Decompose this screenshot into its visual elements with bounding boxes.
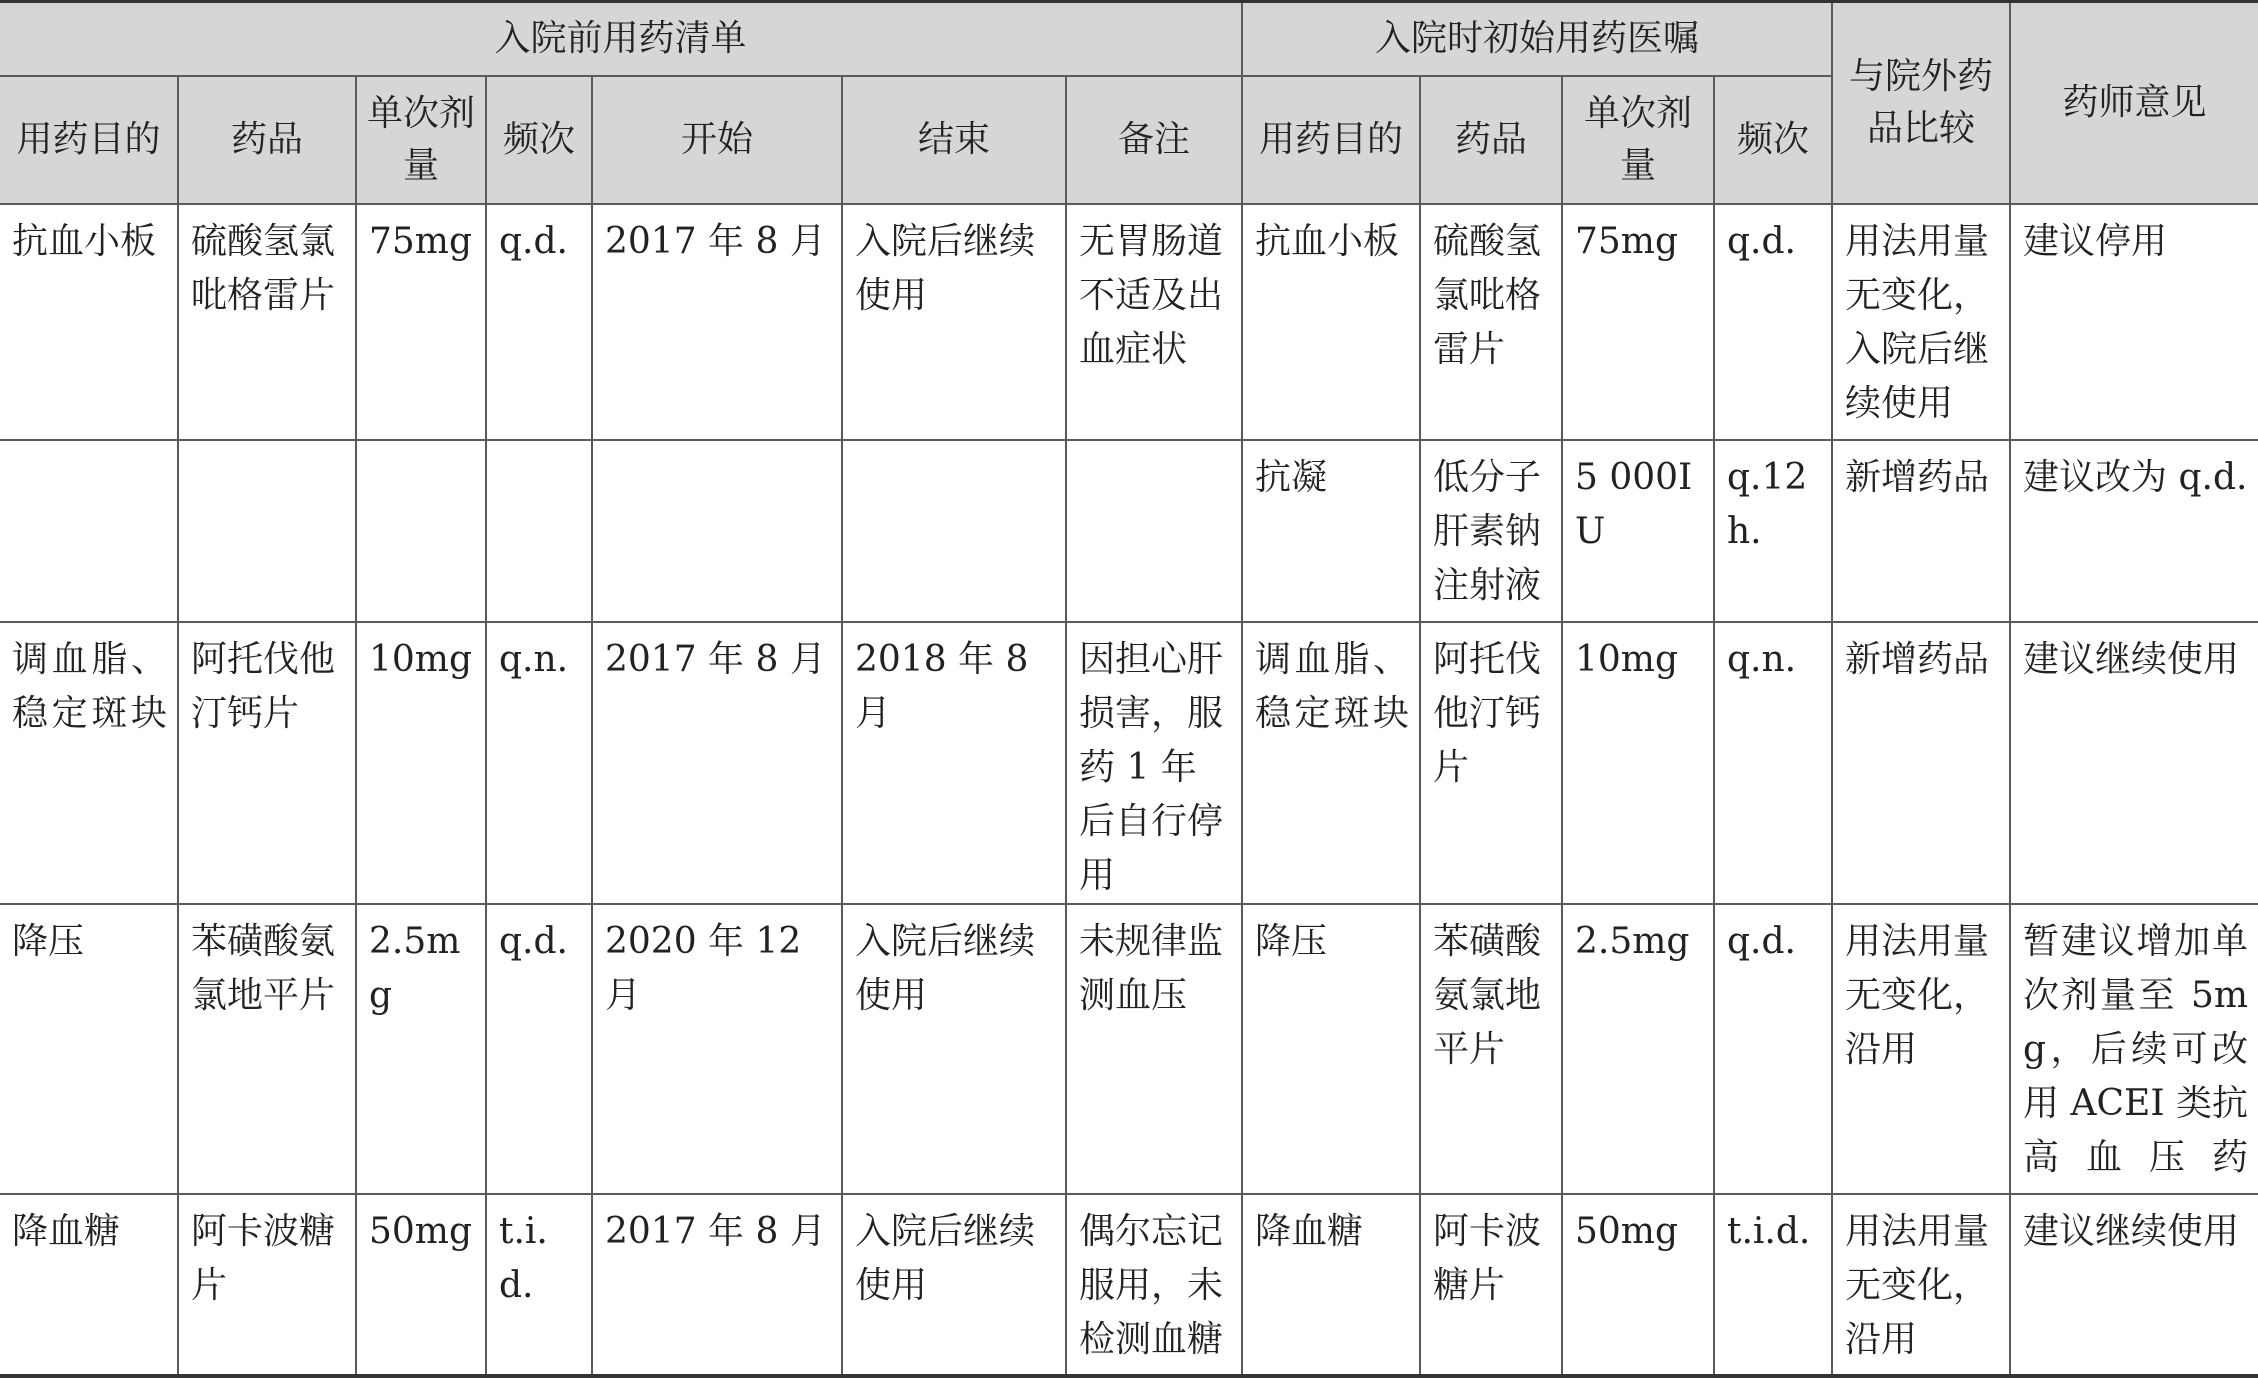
- cell-compare: 用法用量无变化，入院后继续使用: [1832, 204, 2010, 440]
- table-row: [0, 904, 2258, 1194]
- cell-adm-drug: 硫酸氢氯吡格雷片: [1420, 204, 1562, 440]
- cell-compare: 用法用量无变化，沿用: [1832, 1194, 2010, 1376]
- header-opinion: 药师意见: [2010, 2, 2258, 204]
- cell-pre-freq: t.i.d.: [486, 1194, 592, 1376]
- cell-pre-dose: 10mg: [356, 622, 486, 904]
- cell-pre-end: [842, 440, 1066, 622]
- cell-adm-dose: 2.5mg: [1562, 904, 1714, 1194]
- cell-adm-freq: q.d.: [1714, 904, 1832, 1194]
- cell-pre-end: 入院后继续使用: [842, 904, 1066, 1194]
- cell-adm-purpose: 降血糖: [1242, 1194, 1420, 1376]
- cell-adm-purpose: 抗血小板: [1242, 204, 1420, 440]
- col-adm-dose: 单次剂量: [1562, 76, 1714, 204]
- cell-adm-purpose: 抗凝: [1242, 440, 1420, 622]
- cell-opinion: 建议改为 q.d.: [2010, 440, 2258, 622]
- col-pre-purpose: 用药目的: [0, 76, 178, 204]
- table-header: [0, 2, 2258, 204]
- cell-compare: 新增药品: [1832, 622, 2010, 904]
- cell-pre-dose: 75mg: [356, 204, 486, 440]
- cell-opinion: 建议停用: [2010, 204, 2258, 440]
- cell-pre-drug: [178, 440, 356, 622]
- cell-pre-drug: 硫酸氢氯吡格雷片: [178, 204, 356, 440]
- col-adm-drug: 药品: [1420, 76, 1562, 204]
- header-admission-orders: 入院时初始用药医嘱: [1242, 2, 1832, 76]
- cell-pre-freq: q.d.: [486, 904, 592, 1194]
- col-pre-dose: 单次剂量: [356, 76, 486, 204]
- table-row: [0, 622, 2258, 904]
- col-pre-drug: 药品: [178, 76, 356, 204]
- cell-compare: 用法用量无变化，沿用: [1832, 904, 2010, 1194]
- cell-adm-freq: q.n.: [1714, 622, 1832, 904]
- cell-pre-end: 入院后继续使用: [842, 1194, 1066, 1376]
- cell-pre-note: 偶尔忘记服用，未检测血糖: [1066, 1194, 1242, 1376]
- cell-pre-drug: 阿卡波糖片: [178, 1194, 356, 1376]
- cell-pre-purpose: 调血脂、稳定斑块: [0, 622, 178, 904]
- cell-pre-dose: [356, 440, 486, 622]
- cell-pre-start: 2017 年 8 月: [592, 204, 842, 440]
- cell-pre-note: [1066, 440, 1242, 622]
- cell-pre-note: 无胃肠道不适及出血症状: [1066, 204, 1242, 440]
- header-pre-admission: 入院前用药清单: [0, 2, 1242, 76]
- cell-pre-end: 入院后继续使用: [842, 204, 1066, 440]
- cell-pre-start: 2020 年 12 月: [592, 904, 842, 1194]
- col-pre-freq: 频次: [486, 76, 592, 204]
- table-row: [0, 204, 2258, 440]
- cell-adm-drug: 苯磺酸氨氯地平片: [1420, 904, 1562, 1194]
- col-adm-freq: 频次: [1714, 76, 1832, 204]
- cell-pre-dose: 50mg: [356, 1194, 486, 1376]
- cell-pre-purpose: [0, 440, 178, 622]
- cell-adm-freq: q.12h.: [1714, 440, 1832, 622]
- col-pre-note: 备注: [1066, 76, 1242, 204]
- cell-pre-dose: 2.5mg: [356, 904, 486, 1194]
- cell-adm-dose: 10mg: [1562, 622, 1714, 904]
- cell-adm-freq: q.d.: [1714, 204, 1832, 440]
- cell-adm-drug: 阿卡波糖片: [1420, 1194, 1562, 1376]
- cell-adm-dose: 50mg: [1562, 1194, 1714, 1376]
- cell-pre-start: 2017 年 8 月: [592, 1194, 842, 1376]
- cell-adm-drug: 低分子肝素钠注射液: [1420, 440, 1562, 622]
- cell-opinion: 建议继续使用: [2010, 1194, 2258, 1376]
- cell-pre-purpose: 抗血小板: [0, 204, 178, 440]
- cell-pre-start: [592, 440, 842, 622]
- cell-adm-freq: t.i.d.: [1714, 1194, 1832, 1376]
- col-pre-start: 开始: [592, 76, 842, 204]
- cell-adm-dose: 75mg: [1562, 204, 1714, 440]
- cell-pre-freq: q.n.: [486, 622, 592, 904]
- col-adm-purpose: 用药目的: [1242, 76, 1420, 204]
- cell-pre-drug: 阿托伐他汀钙片: [178, 622, 356, 904]
- cell-pre-note: 因担心肝损害，服药 1 年后自行停用: [1066, 622, 1242, 904]
- cell-pre-freq: [486, 440, 592, 622]
- cell-adm-purpose: 降压: [1242, 904, 1420, 1194]
- cell-adm-purpose: 调血脂、稳定斑块: [1242, 622, 1420, 904]
- header-group-row: [0, 2, 2258, 76]
- header-compare: 与院外药品比较: [1832, 2, 2010, 204]
- cell-pre-purpose: 降压: [0, 904, 178, 1194]
- cell-pre-end: 2018 年 8 月: [842, 622, 1066, 904]
- table-row: [0, 1194, 2258, 1376]
- table-body: [0, 204, 2258, 1376]
- table-row: [0, 440, 2258, 622]
- cell-compare: 新增药品: [1832, 440, 2010, 622]
- cell-pre-start: 2017 年 8 月: [592, 622, 842, 904]
- cell-pre-drug: 苯磺酸氨氯地平片: [178, 904, 356, 1194]
- cell-opinion: 建议继续使用: [2010, 622, 2258, 904]
- cell-adm-drug: 阿托伐他汀钙片: [1420, 622, 1562, 904]
- cell-pre-freq: q.d.: [486, 204, 592, 440]
- cell-adm-dose: 5 000IU: [1562, 440, 1714, 622]
- cell-opinion: 暂建议增加单次剂量至 5mg，后续可改用 ACEI 类抗高血压药: [2010, 904, 2258, 1194]
- cell-pre-note: 未规律监测血压: [1066, 904, 1242, 1194]
- cell-pre-purpose: 降血糖: [0, 1194, 178, 1376]
- col-pre-end: 结束: [842, 76, 1066, 204]
